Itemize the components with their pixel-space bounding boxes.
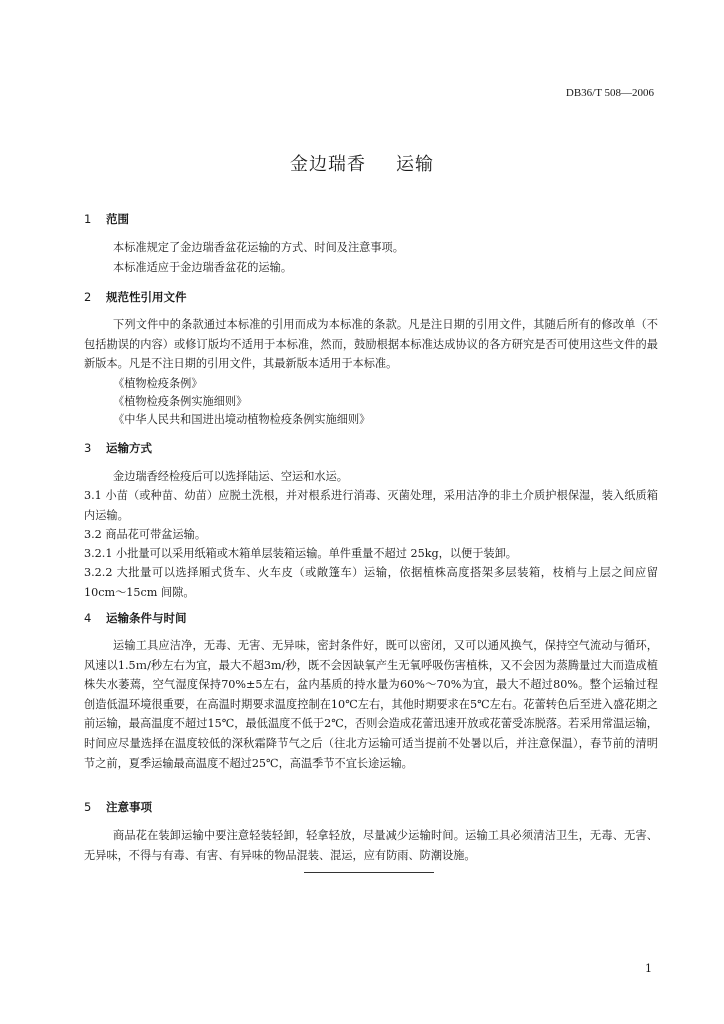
- section-number: 4: [84, 611, 92, 625]
- title-part-1: 金边瑞香: [290, 154, 366, 175]
- paragraph: 下列文件中的条款通过本标准的引用而成为本标准的条款。凡是注日期的引用文件，其随后所有的修改单（不包括勘误的内容）或修订版均不适用于本标准，然而，鼓励根据本标准达成协议的各方研究是否可使用这些文件的最新版本。凡是不注日期的引用文件，其最新版本适用于本标准。: [84, 318, 658, 371]
- paragraph: 本标准适应于金边瑞香盆花的运输。: [113, 261, 293, 274]
- section-heading: [84, 211, 129, 227]
- reference-item: 《中华人民共和国进出境动植物检疫条例实施细则》: [113, 413, 371, 426]
- section-number: 3: [84, 441, 92, 455]
- end-rule: [304, 872, 434, 873]
- page-number: 1: [645, 962, 652, 975]
- paragraph: 本标准规定了金边瑞香盆花运输的方式、时间及注意事项。: [113, 241, 404, 254]
- clause-3-2-2: 3.2.2 大批量可以选择厢式货车、火车皮（或敞篷车）运输，依据植株高度搭架多层装箱，枝梢与上层之间应留 10cm～15cm 间隙。: [84, 566, 658, 599]
- section-heading: [84, 440, 152, 456]
- section-title: 运输条件与时间: [106, 611, 187, 625]
- reference-item: 《植物检疫条例实施细则》: [113, 395, 248, 408]
- clause-3-1: 3.1 小苗（或种苗、幼苗）应脱土洗根，并对根系进行消毒、灭菌处理，采用洁净的非土介质护根保湿，装入纸质箱内运输。: [84, 489, 658, 522]
- section-heading: [84, 799, 152, 815]
- standard-number: DB36/T 508—2006: [565, 87, 654, 99]
- section-number: 1: [84, 212, 92, 226]
- paragraph: 金边瑞香经检疫后可以选择陆运、空运和水运。: [113, 470, 348, 483]
- section-number: 2: [84, 290, 92, 304]
- section-heading: [84, 289, 187, 305]
- clause-3-2-1: 3.2.1 小批量可以采用纸箱或木箱单层装箱运输。单件重量不超过 25kg，以便于装卸。: [84, 547, 517, 560]
- section-number: 5: [84, 800, 92, 814]
- document-title: [0, 150, 724, 176]
- section-title: 规范性引用文件: [106, 290, 187, 304]
- paragraph: 商品花在装卸运输中要注意轻装轻卸，轻拿轻放，尽量减少运输时间。运输工具必须清洁卫生，无毒、无害、无异味，不得与有毒、有害、有异味的物品混装、混运，应有防雨、防潮设施。: [84, 829, 658, 862]
- section-heading: [84, 610, 187, 626]
- clause-3-2: 3.2 商品花可带盆运输。: [84, 528, 207, 541]
- section-title: 运输方式: [106, 441, 152, 455]
- section-title: 注意事项: [106, 800, 152, 814]
- title-part-2: 运输: [396, 154, 434, 175]
- paragraph: 运输工具应洁净，无毒、无害、无异味，密封条件好，既可以密闭，又可以通风换气，保持空气流动与循环，风速以1.5ｍ/秒左右为宜，最大不超3m/秒，既不会因缺氧产生无氧呼吸伤害植株，又不会因为蒸腾量过大而造成植株失水萎蔫，空气湿度保持70%±5左右，盆内基质的持水量为60%～70%为宜，最大不超过80%。整个运输过程创造低温环境很重要，在高温时期要求温度控制在10℃左右，其他时期要求在5℃左右。花蕾转色后至进入盛花期之前运输，最高温度不超过15℃，最低温度不低于2℃，否则会造成花蕾迅速开放或花蕾受冻脱落。若采用常温运输，时间应尽量选择在温度较低的深秋霜降节气之后（往北方运输可适当提前不处暑以后，并注意保温），春节前的清明节之前，夏季运输最高温度不超过25℃，高温季节不宜长途运输。: [84, 639, 658, 770]
- section-title: 范围: [106, 212, 129, 226]
- reference-item: 《植物检疫条例》: [113, 377, 203, 390]
